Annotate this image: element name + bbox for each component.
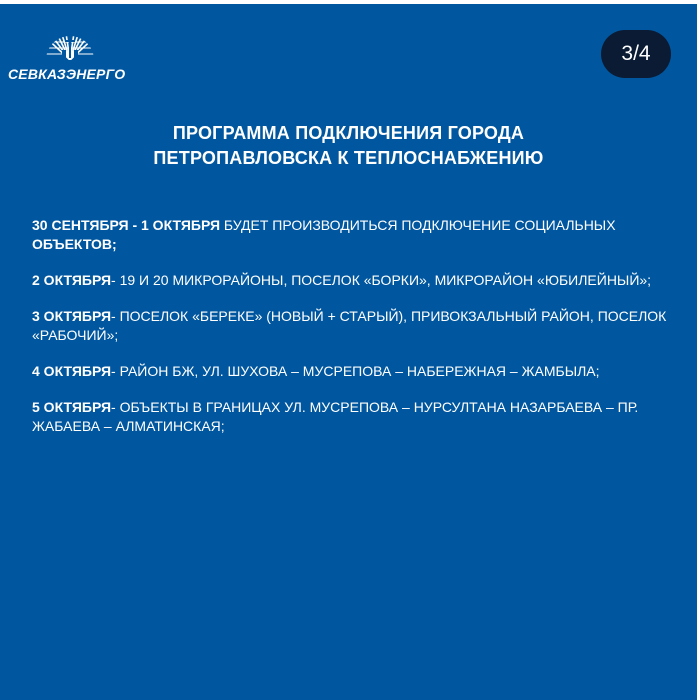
page-title	[0, 121, 697, 171]
brand-logo	[8, 24, 132, 86]
schedule-text-tail: ОБЪЕКТОВ;	[32, 236, 117, 252]
schedule-text: - ПОСЕЛОК «БЕРЕКЕ» (НОВЫЙ + СТАРЫЙ), ПРИВОКЗАЛЬНЫЙ РАЙОН, ПОСЕЛОК «РАБОЧИЙ»;	[32, 308, 667, 343]
schedule-item	[32, 271, 672, 290]
schedule-list	[32, 216, 672, 453]
schedule-date: 3 ОКТЯБРЯ	[32, 308, 112, 324]
schedule-item	[32, 398, 672, 436]
schedule-text: БУДЕТ ПРОИЗВОДИТЬСЯ ПОДКЛЮЧЕНИЕ СОЦИАЛЬНЫХ	[220, 217, 616, 233]
schedule-item	[32, 216, 672, 254]
schedule-date: 5 ОКТЯБРЯ	[32, 399, 112, 415]
schedule-item	[32, 307, 672, 345]
title-line-1: ПРОГРАММА ПОДКЛЮЧЕНИЯ ГОРОДА	[172, 123, 525, 143]
schedule-date: 30 СЕНТЯБРЯ - 1 ОКТЯБРЯ	[32, 217, 221, 233]
schedule-item	[32, 362, 672, 381]
schedule-text: - РАЙОН БЖ, УЛ. ШУХОВА – МУСРЕПОВА – НАБЕРЕЖНАЯ – ЖАМБЫЛА;	[111, 363, 600, 379]
schedule-date: 4 ОКТЯБРЯ	[32, 363, 112, 379]
schedule-text: - ОБЪЕКТЫ В ГРАНИЦАХ УЛ. МУСРЕПОВА – НУРСУЛТАНА НАЗАРБАЕВА – ПР. ЖАБАЕВА – АЛМАТИНСКАЯ;	[32, 399, 639, 434]
schedule-text: - 19 И 20 МИКРОРАЙОНЫ, ПОСЕЛОК «БОРКИ», МИКРОРАЙОН «ЮБИЛЕЙНЫЙ»;	[111, 272, 652, 288]
title-line-2: ПЕТРОПАВЛОВСКА К ТЕПЛОСНАБЖЕНИЮ	[153, 148, 544, 168]
sunburst-logo-icon	[40, 24, 100, 64]
page-indicator: 3/4	[601, 30, 671, 78]
slide	[0, 4, 697, 700]
schedule-date: 2 ОКТЯБРЯ	[32, 272, 112, 288]
brand-name: СЕВКАЗЭНЕРГО	[8, 66, 126, 82]
